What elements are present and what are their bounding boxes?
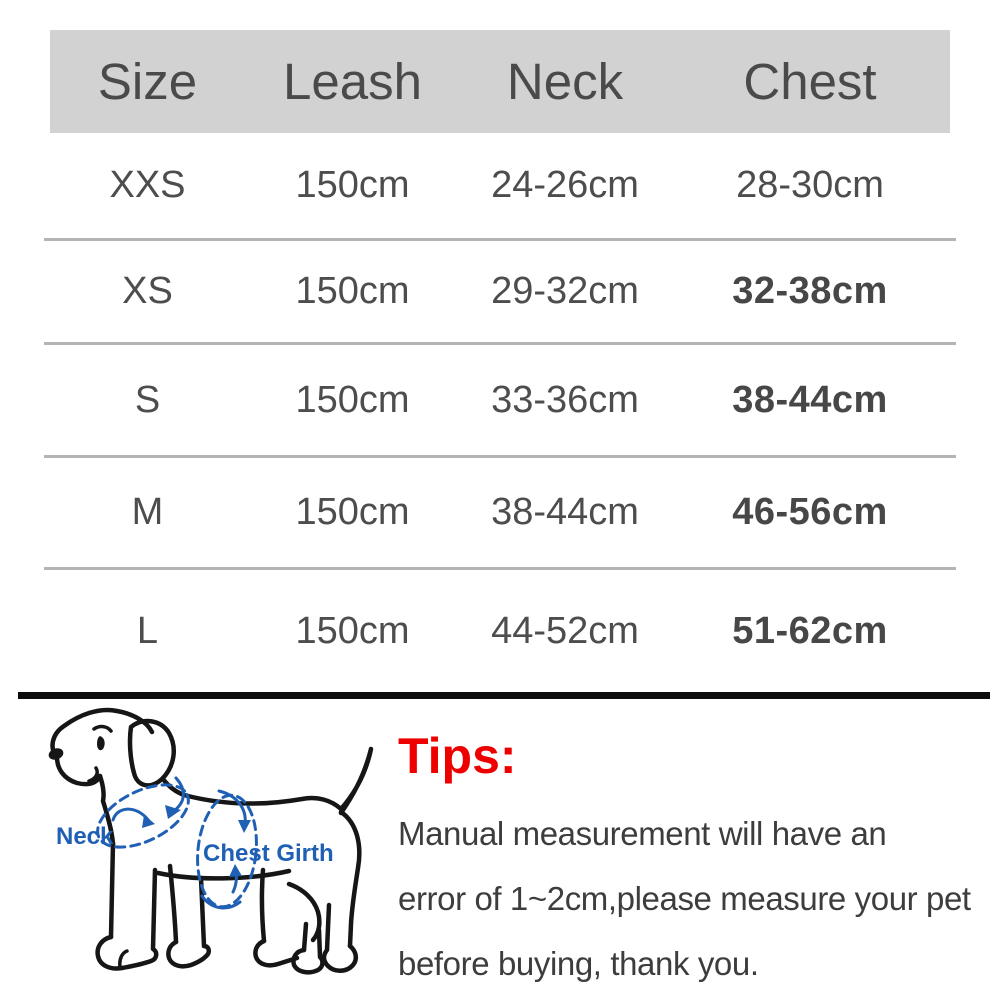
cell-chest: 51-62cm xyxy=(732,609,888,652)
cell-size: XS xyxy=(122,270,173,312)
table-row xyxy=(44,570,956,692)
cell-size: L xyxy=(136,609,159,652)
tips-paragraph xyxy=(398,801,998,996)
cell-size: S xyxy=(134,378,161,421)
column-header-neck: Neck xyxy=(506,53,624,110)
cell-size: M xyxy=(131,491,164,533)
tips-heading: Tips: xyxy=(398,728,517,784)
cell-neck: 38-44cm xyxy=(491,491,639,533)
tail-icon xyxy=(341,749,371,813)
chest-girth-label: Chest Girth xyxy=(203,840,334,867)
chest-top-arrowhead-icon xyxy=(238,820,251,833)
column-header-chest: Chest xyxy=(743,53,877,110)
neck-label: Neck xyxy=(56,823,114,850)
size-table-header xyxy=(50,30,950,133)
table-row xyxy=(44,241,956,345)
table-row xyxy=(44,458,956,570)
cell-leash: 150cm xyxy=(295,609,410,652)
size-table-body xyxy=(44,133,956,692)
cell-neck: 33-36cm xyxy=(491,378,639,421)
nose-icon xyxy=(47,746,65,761)
cell-chest: 32-38cm xyxy=(732,270,888,312)
measurement-annotations xyxy=(56,772,334,910)
dog-measurement-diagram xyxy=(20,698,395,998)
cell-size: XXS xyxy=(109,164,186,206)
cell-neck: 24-26cm xyxy=(491,164,639,206)
tips-line: error of 1~2cm,please measure your pet xyxy=(398,880,971,917)
neck-arrowhead-icon xyxy=(142,815,155,828)
cell-leash: 150cm xyxy=(295,491,410,533)
table-row xyxy=(44,133,956,241)
cell-neck: 29-32cm xyxy=(491,270,639,312)
tips-line: before buying, thank you. xyxy=(398,945,759,982)
cell-leash: 150cm xyxy=(295,164,410,206)
cell-neck: 44-52cm xyxy=(491,609,639,652)
cell-chest: 38-44cm xyxy=(732,378,888,421)
column-header-leash: Leash xyxy=(283,53,422,110)
cell-leash: 150cm xyxy=(295,270,410,312)
eye-icon xyxy=(97,736,105,750)
cell-chest: 28-30cm xyxy=(736,164,884,206)
cell-chest: 46-56cm xyxy=(732,491,888,533)
column-header-size: Size xyxy=(97,53,198,110)
cell-leash: 150cm xyxy=(295,378,410,421)
table-row xyxy=(44,345,956,458)
tips-line: Manual measurement will have an xyxy=(398,815,887,852)
